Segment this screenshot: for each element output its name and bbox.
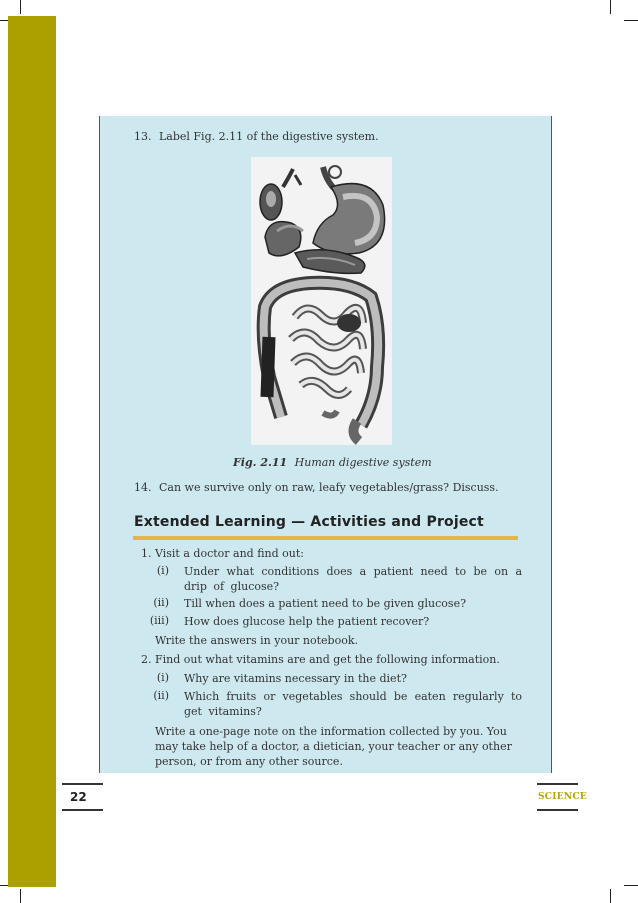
item-text: Visit a doctor and find out: bbox=[155, 547, 304, 560]
section-rule-top bbox=[537, 783, 578, 785]
question-14 bbox=[134, 481, 499, 495]
question-13 bbox=[134, 130, 379, 144]
section-name: SCIENCE bbox=[538, 792, 588, 802]
item-note: Write the answers in your notebook. bbox=[155, 634, 359, 647]
crop-mark bbox=[624, 20, 638, 21]
question-text: Can we survive only on raw, leafy vegetables/grass? Discuss. bbox=[159, 481, 499, 494]
page-side-bar bbox=[8, 16, 56, 887]
sub-item-text: Under what conditions does a patient need to be on a drip of glucose? bbox=[184, 565, 522, 593]
item-number: 2. bbox=[141, 653, 152, 666]
question-number: 13. bbox=[134, 130, 152, 143]
crop-mark bbox=[20, 889, 21, 903]
page-number-rule-top bbox=[62, 783, 103, 785]
figure-caption bbox=[233, 456, 432, 469]
item-note: Write a one-page note on the information collected by you. You may take help of a doctor, a dietician, your teacher or any other person, or from any other source. bbox=[155, 725, 512, 768]
section-rule-bottom bbox=[537, 809, 578, 811]
item-text: Find out what vitamins are and get the following information. bbox=[155, 653, 500, 666]
figure-caption-text: Human digestive system bbox=[294, 456, 432, 469]
sub-item-text: Till when does a patient need to be given glucose? bbox=[184, 597, 466, 610]
digestive-system-illustration bbox=[251, 157, 392, 445]
crop-mark bbox=[610, 0, 611, 14]
crop-mark bbox=[20, 0, 21, 14]
sub-item-label: (i) bbox=[156, 564, 169, 577]
figure-label: Fig. 2.11 bbox=[233, 456, 288, 469]
question-number: 14. bbox=[134, 481, 152, 494]
question-text: Label Fig. 2.11 of the digestive system. bbox=[159, 130, 379, 143]
sub-item-text: Why are vitamins necessary in the diet? bbox=[184, 672, 407, 685]
item-number: 1. bbox=[141, 547, 152, 560]
page-number-rule-bottom bbox=[62, 809, 103, 811]
crop-mark bbox=[610, 889, 611, 903]
sub-item-label: (iii) bbox=[149, 614, 169, 627]
page-number: 22 bbox=[70, 790, 87, 804]
sub-item-label: (i) bbox=[156, 671, 169, 684]
digestive-system-figure bbox=[251, 157, 392, 445]
crop-mark bbox=[624, 885, 638, 886]
heading-underline bbox=[133, 536, 518, 540]
sub-item-label: (ii) bbox=[153, 596, 169, 609]
sub-item-text: How does glucose help the patient recover? bbox=[184, 615, 430, 628]
sub-item-label: (ii) bbox=[153, 689, 169, 702]
sub-item-text: Which fruits or vegetables should be eaten regularly to get vitamins? bbox=[184, 690, 522, 718]
section-heading: Extended Learning — Activities and Project bbox=[134, 514, 484, 530]
